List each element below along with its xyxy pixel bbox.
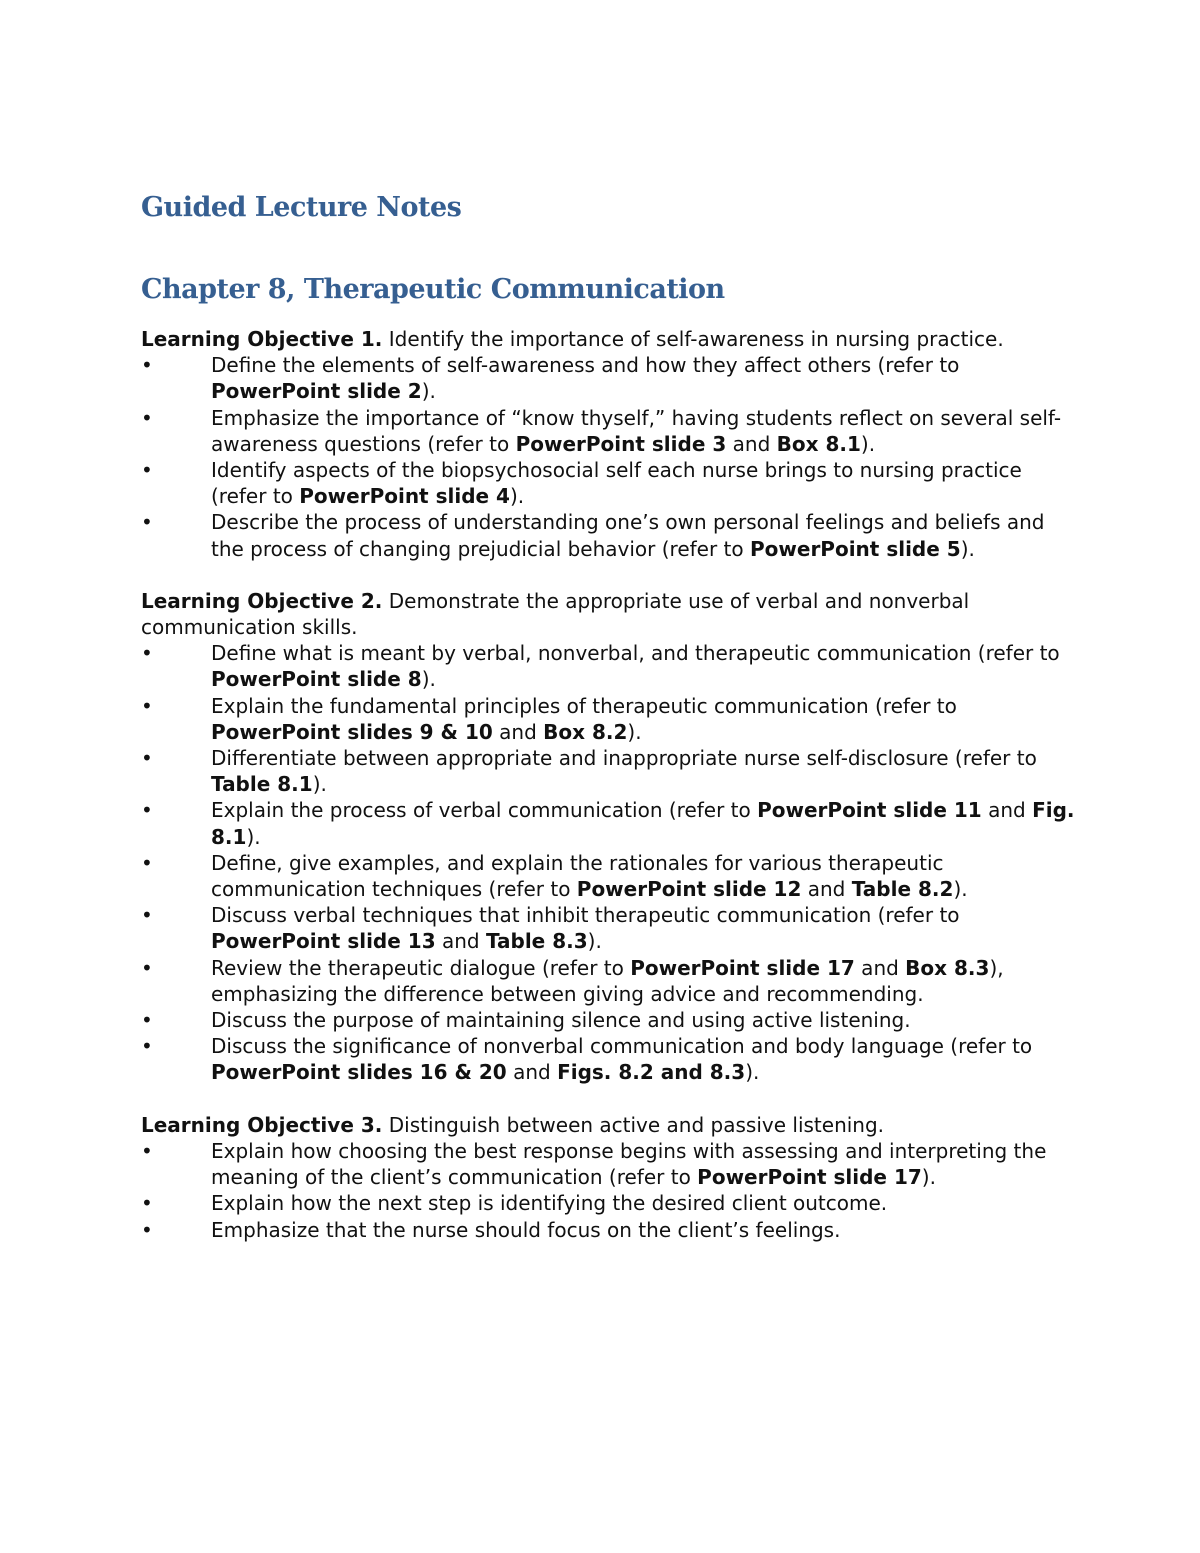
- reference-text: PowerPoint slide 4: [299, 484, 510, 509]
- list-item: [141, 693, 1080, 745]
- list-item: [141, 797, 1080, 849]
- objective-bullet-list: [141, 1138, 1080, 1243]
- item-text: ).: [921, 1165, 936, 1190]
- reference-text: Table 8.3: [485, 929, 588, 954]
- reference-text: PowerPoint slide 17: [630, 955, 855, 980]
- reference-text: PowerPoint slide 13: [211, 929, 436, 954]
- item-text: ).: [960, 536, 975, 561]
- item-text: ).: [627, 719, 642, 744]
- reference-text: Fig. 8.1: [211, 798, 1075, 849]
- item-text: ).: [421, 667, 436, 692]
- item-text: ).: [421, 379, 436, 404]
- bullet-glyph: •: [141, 510, 153, 535]
- objective-text: Demonstrate the appropriate use of verbal and nonverbal communication skills.: [141, 588, 970, 640]
- bullet-glyph: •: [141, 353, 153, 378]
- list-item: [141, 955, 1080, 1007]
- objective-heading: [141, 588, 1080, 640]
- item-text: ).: [860, 431, 876, 456]
- bullet-glyph: •: [141, 1008, 153, 1033]
- learning-objective-2: [141, 588, 1080, 1086]
- objective-label: Learning Objective 2.: [141, 588, 383, 613]
- reference-text: Figs. 8.2 and 8.3: [557, 1060, 746, 1085]
- item-text: ).: [246, 824, 261, 849]
- item-text: Discuss the purpose of maintaining silence and using active listening.: [211, 1008, 911, 1033]
- list-item: [141, 902, 1080, 954]
- bullet-glyph: •: [141, 955, 153, 980]
- reference-text: Box 8.3: [905, 955, 990, 980]
- item-text: ).: [312, 772, 327, 797]
- objective-heading: [141, 1112, 1080, 1138]
- bullet-glyph: •: [141, 1191, 153, 1216]
- bullet-glyph: •: [141, 1217, 153, 1242]
- item-text: Explain how the next step is identifying the desired client outcome.: [211, 1191, 888, 1216]
- bullet-glyph: •: [141, 850, 153, 875]
- item-text: Differentiate between appropriate and inappropriate nurse self-disclosure (refer to: [211, 746, 1037, 771]
- item-text: and: [492, 719, 544, 744]
- bullet-glyph: •: [141, 1034, 153, 1059]
- bullet-glyph: •: [141, 405, 153, 430]
- list-item: [141, 509, 1080, 561]
- list-item: [141, 745, 1080, 797]
- item-text: Describe the process of understanding one’s own personal feelings and beliefs and the process of changing prejudicial behavior (refer to: [211, 510, 1045, 561]
- reference-text: PowerPoint slide 17: [697, 1165, 922, 1190]
- bullet-glyph: •: [141, 1138, 153, 1163]
- objective-bullet-list: [141, 352, 1080, 562]
- reference-text: Box 8.1: [776, 431, 861, 456]
- list-item: [141, 1033, 1080, 1085]
- item-text: Define what is meant by verbal, nonverbal, and therapeutic communication (refer to: [211, 641, 1060, 666]
- reference-text: PowerPoint slides 9 & 10: [211, 719, 493, 744]
- objective-text: Distinguish between active and passive listening.: [382, 1112, 885, 1137]
- item-text: ).: [587, 929, 602, 954]
- list-item: [141, 352, 1080, 404]
- list-item: [141, 850, 1080, 902]
- item-text: Define the elements of self-awareness and how they affect others (refer to: [211, 353, 960, 378]
- reference-text: PowerPoint slide 12: [576, 877, 802, 902]
- item-text: ), emphasizing the difference between giving advice and recommending.: [211, 955, 1004, 1006]
- bullet-glyph: •: [141, 641, 153, 666]
- reference-text: PowerPoint slide 3: [515, 431, 727, 456]
- reference-text: PowerPoint slides 16 & 20: [211, 1060, 507, 1085]
- objective-label: Learning Objective 3.: [141, 1112, 383, 1137]
- learning-objective-1: [141, 326, 1080, 562]
- item-text: Explain the process of verbal communication (refer to: [211, 798, 758, 823]
- learning-objective-3: [141, 1112, 1080, 1243]
- item-text: ).: [953, 877, 968, 902]
- reference-text: Table 8.1: [211, 772, 313, 797]
- item-text: Explain how choosing the best response begins with assessing and interpreting the meaning of the client’s communication (refer to: [211, 1138, 1047, 1190]
- item-text: Discuss verbal techniques that inhibit therapeutic communication (refer to: [211, 903, 960, 928]
- bullet-glyph: •: [141, 693, 153, 718]
- objective-bullet-list: [141, 640, 1080, 1085]
- reference-text: PowerPoint slide 8: [211, 667, 422, 692]
- list-item: [141, 405, 1080, 457]
- document-title: Guided Lecture Notes: [141, 192, 462, 223]
- item-text: Review the therapeutic dialogue (refer to: [211, 955, 631, 980]
- reference-text: Box 8.2: [543, 719, 628, 744]
- reference-text: PowerPoint slide 5: [750, 536, 961, 561]
- item-text: and: [854, 955, 906, 980]
- bullet-glyph: •: [141, 903, 153, 928]
- list-item: [141, 640, 1080, 692]
- item-text: ).: [509, 484, 525, 509]
- objective-heading: [141, 326, 1080, 352]
- list-item: [141, 1190, 1080, 1216]
- list-item: [141, 457, 1080, 509]
- item-text: Emphasize that the nurse should focus on the client’s feelings.: [211, 1217, 841, 1242]
- chapter-heading: Chapter 8, Therapeutic Communication: [141, 274, 725, 305]
- objective-text: Identify the importance of self-awareness in nursing practice.: [382, 327, 1004, 351]
- bullet-glyph: •: [141, 458, 153, 483]
- item-text: and: [435, 929, 486, 954]
- item-text: ).: [745, 1060, 760, 1085]
- list-item: [141, 1138, 1080, 1190]
- item-text: Explain the fundamental principles of therapeutic communication (refer to: [211, 693, 957, 718]
- item-text: and: [726, 431, 777, 456]
- item-text: Define, give examples, and explain the rationales for various therapeutic communication techniques (refer to: [211, 850, 944, 902]
- item-text: and: [506, 1060, 558, 1085]
- reference-text: PowerPoint slide 2: [211, 379, 422, 404]
- bullet-glyph: •: [141, 798, 153, 823]
- objective-label: Learning Objective 1.: [141, 327, 383, 351]
- list-item: [141, 1217, 1080, 1243]
- reference-text: Table 8.2: [851, 877, 954, 902]
- item-text: Identify aspects of the biopsychosocial self each nurse brings to nursing practice (refer to: [211, 458, 1022, 509]
- item-text: Discuss the significance of nonverbal communication and body language (refer to: [211, 1034, 1033, 1059]
- item-text: and: [981, 798, 1033, 823]
- list-item: [141, 1007, 1080, 1033]
- item-text: and: [801, 877, 852, 902]
- bullet-glyph: •: [141, 746, 153, 771]
- reference-text: PowerPoint slide 11: [757, 798, 982, 823]
- item-text: Emphasize the importance of “know thyself,” having students reflect on several self-awareness questions (refer to: [211, 405, 1062, 456]
